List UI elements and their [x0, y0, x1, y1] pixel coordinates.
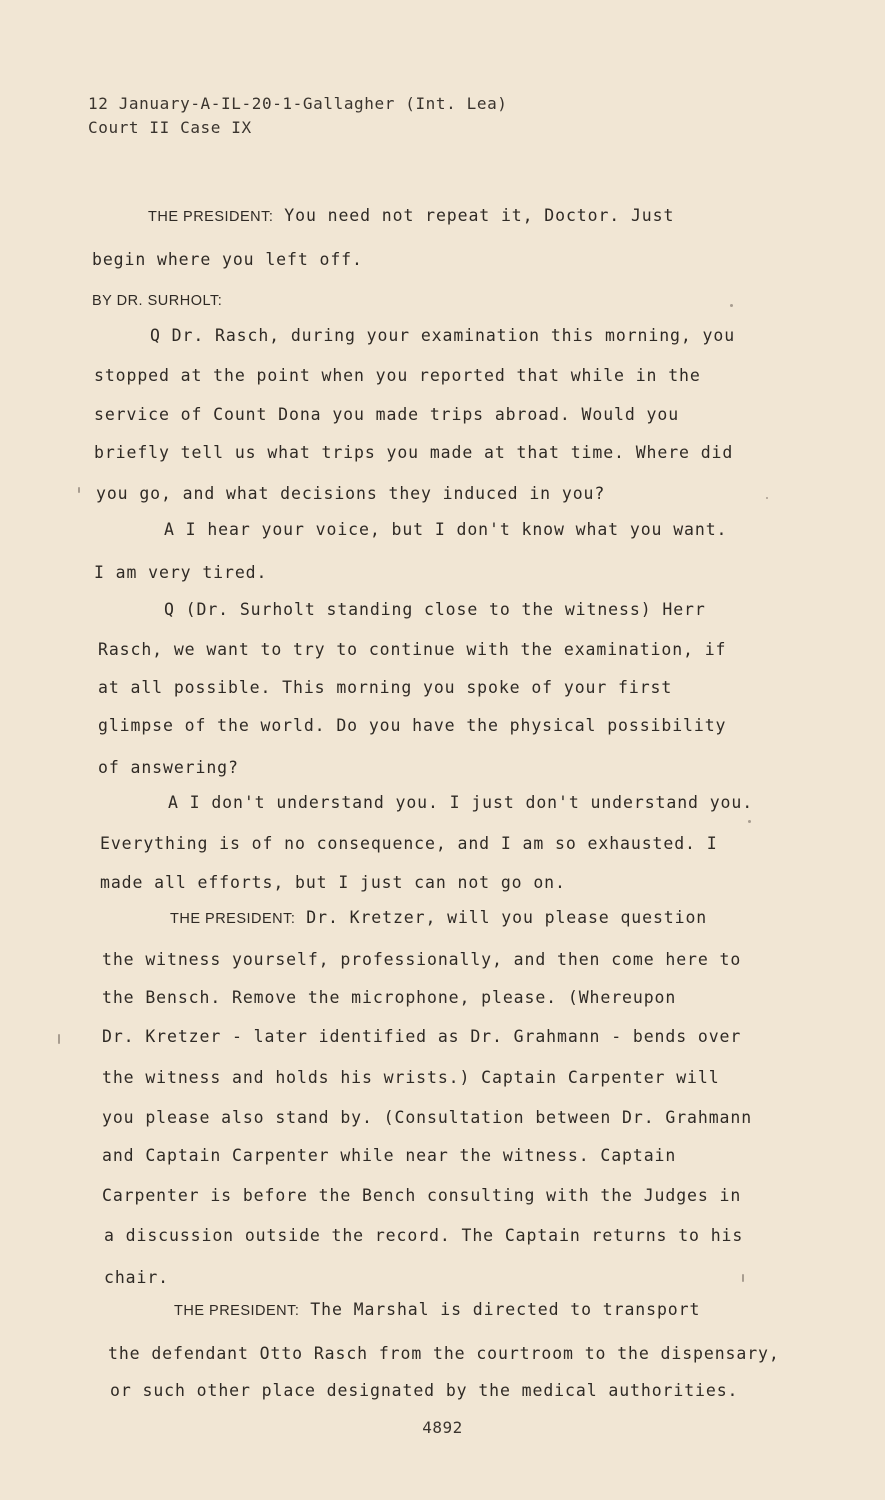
transcript-line: [100, 873, 566, 892]
paper-speck: [78, 487, 80, 493]
line-text: stopped at the point when you reported that while in the: [94, 366, 701, 385]
page-number: 4892: [422, 1418, 463, 1437]
transcript-line: [102, 1027, 741, 1046]
line-text: glimpse of the world. Do you have the physical possibility: [98, 716, 727, 735]
line-text: the Bensch. Remove the microphone, please. (Whereupon: [102, 988, 677, 1007]
paper-speck: [748, 820, 751, 823]
line-text: the witness and holds his wrists.) Captain Carpenter will: [102, 1068, 720, 1087]
line-text: A I don't understand you. I just don't understand you.: [168, 793, 754, 812]
transcript-line: [148, 206, 674, 225]
transcript-line: [104, 1226, 743, 1245]
transcript-line: [98, 678, 672, 697]
line-text: Q Dr. Rasch, during your examination this morning, you: [150, 326, 736, 345]
header-line-1: 12 January-A-IL-20-1-Gallagher (Int. Lea): [88, 94, 508, 113]
paper-speck: [766, 497, 768, 499]
line-text: made all efforts, but I just can not go on.: [100, 873, 566, 892]
line-text: you please also stand by. (Consultation between Dr. Grahmann: [102, 1108, 753, 1127]
line-text: You need not repeat it, Doctor. Just: [273, 206, 675, 225]
line-text: or such other place designated by the medical authorities.: [110, 1381, 739, 1400]
line-text: you go, and what decisions they induced in you?: [96, 484, 606, 503]
transcript-line: [102, 1186, 741, 1205]
transcript-line: [174, 1300, 700, 1319]
header-line-2: Court II Case IX: [88, 118, 252, 137]
line-text: the defendant Otto Rasch from the courtroom to the dispensary,: [108, 1344, 780, 1363]
line-text: chair.: [104, 1268, 170, 1287]
speaker-label: THE PRESIDENT:: [170, 911, 296, 927]
transcript-line: [150, 326, 735, 345]
line-text: the witness yourself, professionally, and then come here to: [102, 950, 742, 969]
speaker-label: BY DR. SURHOLT:: [92, 293, 223, 309]
transcript-line: [98, 716, 726, 735]
paper-speck: [730, 304, 733, 307]
paper-speck: [742, 1274, 744, 1282]
line-text: of answering?: [98, 758, 239, 777]
line-text: Dr. Kretzer - later identified as Dr. Grahmann - bends over: [102, 1027, 742, 1046]
transcript-line: [168, 793, 753, 812]
transcript-line: [92, 290, 222, 309]
transcript-line: [102, 1108, 752, 1127]
line-text: Dr. Kretzer, will you please question: [295, 908, 708, 927]
transcript-line: [102, 1146, 676, 1165]
line-text: Q (Dr. Surholt standing close to the witness) Herr: [164, 600, 706, 619]
document-header: [88, 92, 508, 140]
transcript-line: [94, 366, 701, 385]
transcript-line: [108, 1344, 780, 1363]
transcript-line: [170, 908, 707, 927]
transcript-line: [94, 443, 733, 462]
transcript-line: [94, 405, 679, 424]
transcript-line: [110, 1381, 738, 1400]
transcript-line: [94, 563, 267, 582]
line-text: I am very tired.: [94, 563, 268, 582]
transcript-line: [104, 1268, 169, 1287]
transcript-line: [102, 1068, 720, 1087]
transcript-line: [164, 600, 706, 619]
transcript-line: [102, 988, 676, 1007]
speaker-label: THE PRESIDENT:: [148, 209, 274, 225]
transcript-line: [98, 640, 726, 659]
line-text: and Captain Carpenter while near the witness. Captain: [102, 1146, 677, 1165]
line-text: A I hear your voice, but I don't know what you want.: [164, 520, 728, 539]
speaker-label: THE PRESIDENT:: [174, 1303, 300, 1319]
line-text: The Marshal is directed to transport: [299, 1300, 701, 1319]
transcript-line: [96, 484, 605, 503]
paper-speck: [58, 1034, 60, 1044]
transcript-line: [100, 834, 718, 853]
transcript-line: [98, 758, 239, 777]
transcript-line: [92, 250, 363, 269]
line-text: Rasch, we want to try to continue with the examination, if: [98, 640, 727, 659]
line-text: at all possible. This morning you spoke of your first: [98, 678, 673, 697]
line-text: service of Count Dona you made trips abroad. Would you: [94, 405, 680, 424]
line-text: briefly tell us what trips you made at that time. Where did: [94, 443, 734, 462]
line-text: Carpenter is before the Bench consulting with the Judges in: [102, 1186, 742, 1205]
transcript-line: [164, 520, 727, 539]
transcript-line: [102, 950, 741, 969]
line-text: Everything is of no consequence, and I am so exhausted. I: [100, 834, 718, 853]
line-text: begin where you left off.: [92, 250, 363, 269]
line-text: a discussion outside the record. The Captain returns to his: [104, 1226, 744, 1245]
